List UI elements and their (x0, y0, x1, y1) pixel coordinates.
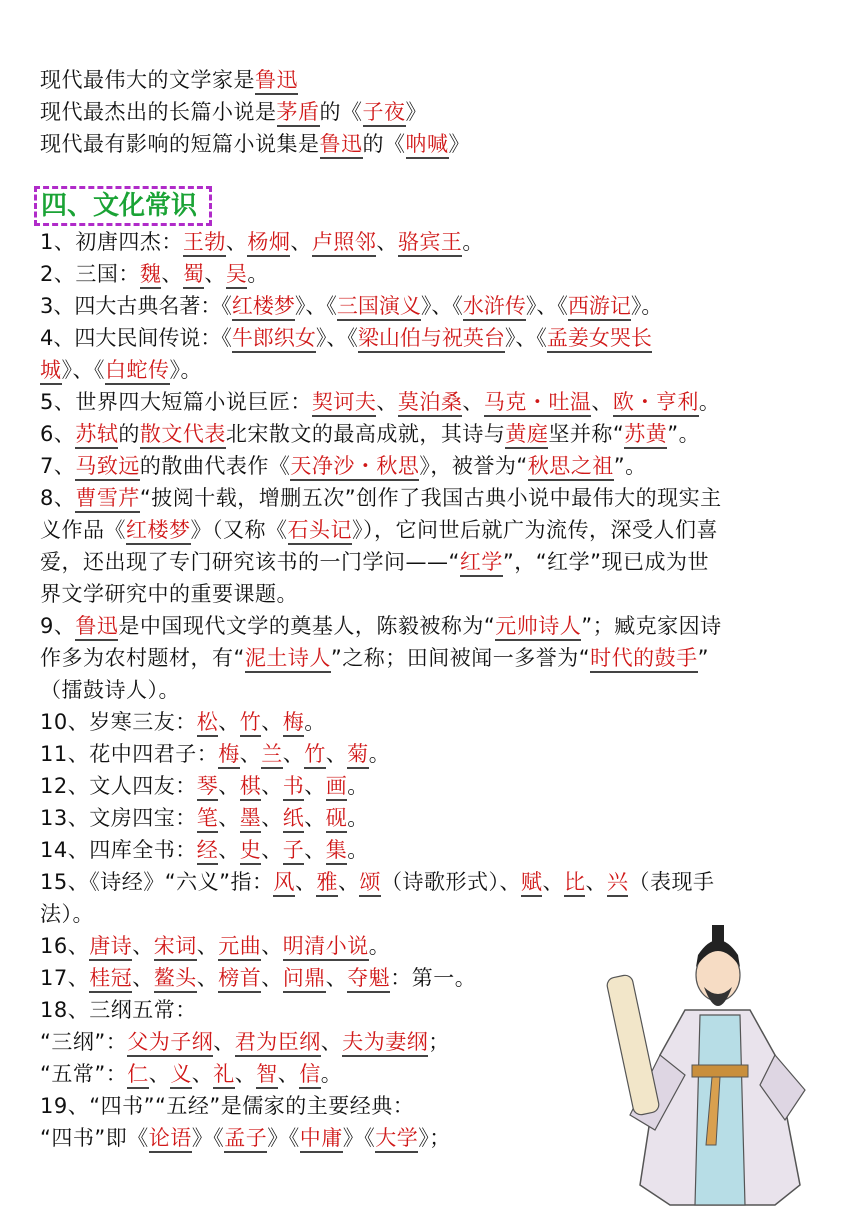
answer: 经 (197, 838, 219, 865)
answer: 红楼梦 (232, 294, 295, 321)
answer: 梅 (218, 742, 240, 769)
text-segment: “四书”即《 (40, 1126, 149, 1150)
answer: 君为臣纲 (235, 1030, 321, 1057)
answer: 骆宾王 (398, 230, 463, 257)
answer: 风 (273, 870, 295, 897)
answer: 泥土诗人 (245, 646, 331, 673)
item-19 (40, 1090, 414, 1122)
item-13: 13、文房四宝：笔、墨、纸、砚。 (40, 802, 369, 834)
text-segment: （擂鼓诗人）。 (40, 678, 180, 702)
answer: 信 (299, 1062, 321, 1089)
answer: 墨 (240, 806, 262, 833)
text-segment: 12、文人四友： (40, 774, 197, 798)
text-segment: 。 (347, 774, 369, 798)
item-18 (40, 994, 197, 1026)
text-segment: ”；臧克家因诗 (581, 614, 722, 638)
text-segment: 。 (320, 1062, 343, 1086)
answer: 白蛇传 (105, 358, 170, 385)
item-4-cont: 城》、《白蛇传》。 (40, 354, 202, 386)
text-segment: 8、 (40, 486, 76, 510)
item-19-sishu: “四书”即《论语》《孟子》《中庸》《大学》； (40, 1122, 451, 1154)
answer: 蜀 (183, 262, 205, 289)
text-segment: 的散曲代表作《 (139, 454, 291, 478)
answer: 吴 (226, 262, 248, 289)
text-segment: 爱，还出现了专门研究该书的一门学问——“ (40, 550, 460, 574)
text-segment: 》（又称《 (190, 518, 288, 542)
text-segment: 。 (698, 390, 721, 414)
text-segment: 16、 (40, 934, 90, 958)
answer: 纸 (283, 806, 305, 833)
item-9-cont-1 (40, 642, 709, 674)
text-segment: 。 (368, 742, 391, 766)
answer: 马克・吐温 (484, 390, 592, 417)
answer: 仁 (127, 1062, 149, 1089)
text-segment: 18、三纲五常： (40, 998, 197, 1022)
text-segment: 4、四大民间传说： (40, 326, 222, 350)
text-segment: “五常”： (40, 1062, 128, 1086)
text-segment: ”。 (667, 422, 701, 446)
text-segment: （诗歌形式）、 (380, 870, 521, 894)
answer: 红学 (460, 550, 503, 577)
answer: 牛郎织女 (232, 326, 316, 353)
text-segment: 是中国现代文学的奠基人，陈毅被称为“ (118, 614, 496, 638)
answer: 茅盾 (277, 100, 320, 127)
item-17: 17、桂冠、鳌头、榜首、问鼎、夺魁：第一。 (40, 962, 476, 994)
text-segment: 现代最伟大的文学家是 (40, 68, 255, 92)
answer: 水浒传 (463, 294, 526, 321)
item-3: 3、四大古典名著：《红楼梦》、《三国演义》、《水浒传》、《西游记》。 (40, 290, 662, 322)
answer: 琴 (197, 774, 219, 801)
item-8-cont-2 (40, 546, 709, 578)
text-segment: 15、《诗经》“六义”指： (40, 870, 274, 894)
text-segment: 现代最杰出的长篇小说是 (40, 100, 277, 124)
text-segment: 的《 (362, 132, 406, 156)
item-10: 10、岁寒三友：松、竹、梅。 (40, 706, 326, 738)
answer: 秋思之祖 (528, 454, 614, 481)
text-segment: ” (697, 646, 710, 670)
answer: 王勃 (183, 230, 226, 257)
answer: 时代的鼓手 (590, 646, 698, 673)
item-12: 12、文人四友：琴、棋、书、画。 (40, 770, 369, 802)
text-segment: 》 (448, 132, 470, 156)
answer: 西游记 (568, 294, 631, 321)
item-16: 16、唐诗、宋词、元曲、明清小说。 (40, 930, 390, 962)
answer: 子 (283, 838, 305, 865)
answer: 散文代表 (140, 422, 226, 449)
text-segment: 法）。 (40, 902, 94, 926)
answer: 元帅诗人 (495, 614, 581, 641)
answer: 元曲 (218, 934, 261, 961)
answer: 礼 (213, 1062, 235, 1089)
text-segment: ”。 (613, 454, 647, 478)
item-15: 15、《诗经》“六义”指：风、雅、颂（诗歌形式）、赋、比、兴（表现手 (40, 866, 714, 898)
answer: 子夜 (363, 100, 406, 127)
answer: 砚 (326, 806, 348, 833)
answer: 集 (326, 838, 348, 865)
text-segment: 10、岁寒三友： (40, 710, 197, 734)
answer: 菊 (347, 742, 369, 769)
answer: 鲁迅 (255, 68, 298, 95)
answer: 父为子纲 (127, 1030, 213, 1057)
intro-line-3 (40, 128, 470, 160)
answer: 夺魁 (347, 966, 390, 993)
answer: 天净沙・秋思 (290, 454, 419, 481)
text-segment: 义作品《 (40, 518, 126, 542)
item-18-sangang: “三纲”：父为子纲、君为臣纲、夫为妻纲； (40, 1026, 450, 1058)
text-segment: 。 (247, 262, 269, 286)
answer: 呐喊 (406, 132, 449, 159)
text-segment: 11、花中四君子： (40, 742, 219, 766)
answer: 智 (256, 1062, 278, 1089)
text-segment: “披阅十载，增删五次”创作了我国古典小说中最伟大的现实主 (139, 486, 722, 510)
section-title: 四、文化常识 (34, 186, 212, 226)
answer: 兴 (607, 870, 629, 897)
text-segment: 作多为农村题材，有“ (40, 646, 245, 670)
answer: 竹 (240, 710, 262, 737)
answer: 苏黄 (624, 422, 667, 449)
answer: 红楼梦 (126, 518, 191, 545)
text-segment: 界文学研究中的重要课题。 (40, 582, 298, 606)
item-1: 1、初唐四杰：王勃、杨炯、卢照邻、骆宾王。 (40, 226, 484, 258)
item-8-cont-1 (40, 514, 718, 546)
item-6 (40, 418, 700, 450)
answer: 孟姜女哭长 (547, 326, 652, 353)
answer: 梅 (283, 710, 305, 737)
text-segment: 7、 (40, 454, 76, 478)
intro-line-2 (40, 96, 427, 128)
item-2: 2、三国：魏、蜀、吴。 (40, 258, 269, 290)
answer: 颂 (359, 870, 381, 897)
text-segment: 6、 (40, 422, 76, 446)
answer: 石头记 (288, 518, 353, 545)
answer: 马致远 (75, 454, 140, 481)
answer: 三国演义 (337, 294, 421, 321)
answer: 明清小说 (283, 934, 369, 961)
text-segment: 》 (405, 100, 427, 124)
answer: 夫为妻纲 (342, 1030, 428, 1057)
answer: 卢照邻 (312, 230, 377, 257)
text-segment: 》），它问世后就广为流传，深受人们喜 (352, 518, 718, 542)
answer: 鲁迅 (320, 132, 363, 159)
text-segment: 的《 (319, 100, 363, 124)
text-segment: 19、“四书”“五经”是儒家的主要经典： (40, 1094, 415, 1118)
text-segment: 14、四库全书： (40, 838, 197, 862)
item-9-cont-2 (40, 674, 180, 706)
text-segment: 。 (347, 838, 369, 862)
answer: 赋 (521, 870, 543, 897)
item-4: 4、四大民间传说：《牛郎织女》、《梁山伯与祝英台》、《孟姜女哭长 (40, 322, 652, 354)
answer: 画 (326, 774, 348, 801)
answer: 论语 (149, 1126, 192, 1153)
answer: 城 (40, 358, 62, 385)
text-segment: 》； (418, 1126, 451, 1150)
text-segment: 5、世界四大短篇小说巨匠： (40, 390, 312, 414)
answer: 榜首 (218, 966, 261, 993)
answer: 苏轼 (75, 422, 118, 449)
text-segment: 。 (368, 934, 391, 958)
answer: 曹雪芹 (75, 486, 140, 513)
text-segment: “三纲”： (40, 1030, 128, 1054)
item-8 (40, 482, 722, 514)
text-segment: 1、初唐四杰： (40, 230, 183, 254)
answer: 梁山伯与祝英台 (358, 326, 505, 353)
text-segment: 。 (304, 710, 326, 734)
answer: 棋 (240, 774, 262, 801)
answer: 兰 (261, 742, 283, 769)
text-segment: ”之称；田间被闻一多誉为“ (330, 646, 591, 670)
text-segment: 。 (462, 230, 484, 254)
item-8-cont-3 (40, 578, 298, 610)
answer: 孟子 (224, 1126, 267, 1153)
text-segment: 》，被誉为“ (419, 454, 528, 478)
answer: 桂冠 (89, 966, 132, 993)
item-14: 14、四库全书：经、史、子、集。 (40, 834, 369, 866)
text-segment: 3、四大古典名著： (40, 294, 222, 318)
answer: 书 (283, 774, 305, 801)
text-segment: 的 (118, 422, 140, 446)
answer: 松 (197, 710, 219, 737)
answer: 莫泊桑 (398, 390, 463, 417)
answer: 宋词 (154, 934, 197, 961)
answer: 魏 (140, 262, 162, 289)
answer: 鳌头 (154, 966, 197, 993)
answer: 比 (564, 870, 586, 897)
item-5: 5、世界四大短篇小说巨匠：契诃夫、莫泊桑、马克・吐温、欧・亨利。 (40, 386, 720, 418)
text-segment: （表现手 (628, 870, 715, 894)
answer: 杨炯 (247, 230, 290, 257)
confucian-scholar-illustration (600, 915, 840, 1215)
answer: 竹 (304, 742, 326, 769)
text-segment: 17、 (40, 966, 90, 990)
item-11: 11、花中四君子：梅、兰、竹、菊。 (40, 738, 390, 770)
item-15-cont (40, 898, 94, 930)
text-segment: 13、文房四宝： (40, 806, 197, 830)
answer: 问鼎 (283, 966, 326, 993)
answer: 黄庭 (505, 422, 548, 449)
item-9 (40, 610, 722, 642)
answer: 笔 (197, 806, 219, 833)
text-segment: 2、三国： (40, 262, 140, 286)
answer: 欧・亨利 (613, 390, 699, 417)
item-18-wuchang: “五常”：仁、义、礼、智、信。 (40, 1058, 342, 1090)
intro-line-1 (40, 64, 298, 96)
answer: 契诃夫 (312, 390, 377, 417)
text-segment: ”，“红学”现已成为世 (502, 550, 710, 574)
answer: 鲁迅 (75, 614, 118, 641)
answer: 雅 (316, 870, 338, 897)
answer: 中庸 (300, 1126, 343, 1153)
text-segment: 北宋散文的最高成就，其诗与 (225, 422, 506, 446)
text-segment: 现代最有影响的短篇小说集是 (40, 132, 320, 156)
text-segment: 。 (347, 806, 369, 830)
text-segment: 9、 (40, 614, 76, 638)
answer: 大学 (375, 1126, 418, 1153)
text-segment: ：第一。 (390, 966, 477, 990)
answer: 史 (240, 838, 262, 865)
answer: 义 (170, 1062, 192, 1089)
text-segment: 坚并称“ (548, 422, 625, 446)
item-7 (40, 450, 647, 482)
answer: 唐诗 (89, 934, 132, 961)
text-segment: ； (428, 1030, 450, 1054)
